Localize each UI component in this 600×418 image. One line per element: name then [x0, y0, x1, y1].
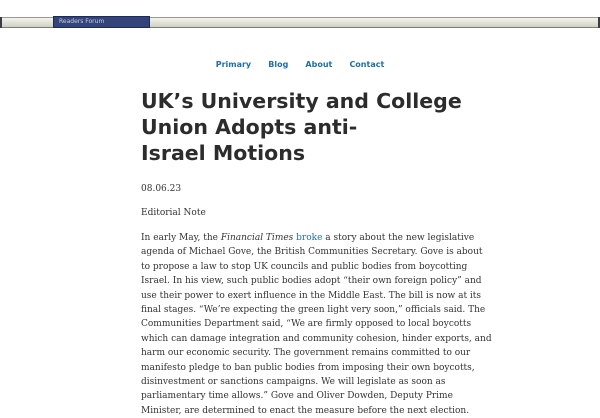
top-bar [0, 17, 600, 28]
article [141, 88, 492, 418]
body-text: a story about the new legislative [322, 233, 475, 243]
article-byline: Editorial Note [141, 208, 206, 218]
site-name-tab[interactable]: Readers Forum [53, 16, 150, 28]
body-line: to propose a law to stop UK councils and public bodies from boycotting [141, 261, 468, 272]
body-line: which can damage integration and community cohesion, hinder exports, and [141, 333, 492, 344]
nav-item-blog[interactable]: Blog [268, 60, 289, 69]
body-line: harm our economic security. The government remains committed to our [141, 348, 471, 359]
body-line: agenda of Michael Gove, the British Communities Secretary. Gove is about [141, 247, 483, 258]
body-line: Minister, are determined to enact the measure before the next election. [141, 405, 470, 416]
body-text: In early May, the [141, 233, 221, 243]
article-body [141, 231, 492, 418]
nav-item-primary[interactable]: Primary [215, 60, 252, 69]
article-date: 08.06.23 [141, 184, 182, 194]
title-line: Israel Motions [141, 141, 306, 165]
body-line: parliamentary time allows.” Gove and Oliver Dowden, Deputy Prime [141, 391, 453, 402]
primary-nav [0, 52, 600, 71]
broke-link[interactable]: broke [296, 233, 323, 243]
nav-item-about[interactable]: About [305, 60, 333, 69]
publication-name: Financial Times [220, 233, 294, 243]
body-line: Israel. In his view, such public bodies adopt “their own foreign policy” and [141, 276, 482, 287]
body-line: final stages. “We’re expecting the green light very soon,” officials said. The [141, 305, 486, 316]
nav-item-contact[interactable]: Contact [349, 60, 385, 69]
body-line: Communities Department said, “We are firmly opposed to local boycotts [141, 319, 472, 330]
body-line: manifesto pledge to ban public bodies from imposing their own boycotts, [141, 362, 475, 373]
title-line: UK’s University and College [141, 89, 462, 113]
body-line: disinvestment or sanctions campaigns. We will legislate as soon as [141, 377, 446, 388]
body-line: use their power to exert influence in the Middle East. The bill is now at its [141, 290, 482, 301]
title-line: Union Adopts anti- [141, 115, 358, 139]
body-line [141, 231, 475, 245]
article-title [141, 88, 463, 166]
top-bar-left-cap [0, 17, 2, 28]
